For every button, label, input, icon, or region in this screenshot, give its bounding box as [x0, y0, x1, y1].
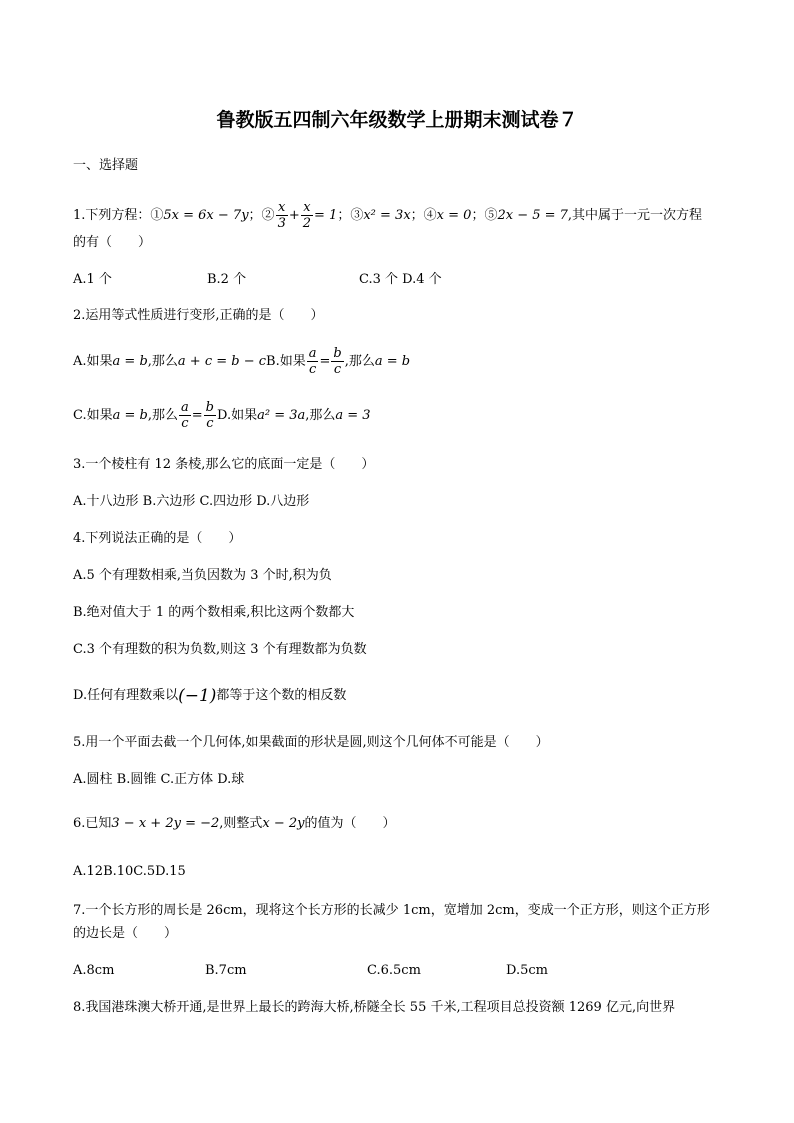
- question-4-option-a: A.5 个有理数相乘,当负因数为 3 个时,积为负: [73, 568, 332, 583]
- question-8-stem: 8.我国港珠澳大桥开通,是世界上最长的跨海大桥,桥隧全长 55 千米,工程项目总投资额 1269 亿元,向世界: [73, 1000, 676, 1015]
- question-6-options: A.12B.10C.5D.15: [73, 864, 186, 879]
- option-c: C.6.5cm: [367, 963, 421, 978]
- option-a: A.8cm: [73, 963, 115, 978]
- question-1-stem: 1.下列方程：①5x = 6x − 7y；② $\frac{x}{3}$ + $\frac{x}{2}$ = 1；③x² = 3x；④x = 0；⑤2x − 5 = 7,其中属于一元一次方程: [73, 200, 703, 231]
- question-2-stem: 2.运用等式性质进行变形,正确的是（ ）: [73, 308, 324, 323]
- section-heading: 一、选择题: [73, 158, 139, 173]
- equation-4: x = 0: [436, 208, 472, 223]
- option-cd: C.3 个 D.4 个: [359, 272, 442, 287]
- question-2-options-cd: C.如果a = b,那么 $\frac{a}{c}$ = $\frac{b}{c}$ D.如果a² = 3a,那么a = 3: [73, 400, 371, 431]
- question-4-option-b: B.绝对值大于 1 的两个数相乘,积比这两个数都大: [73, 605, 355, 620]
- question-5-options: A.圆柱 B.圆锥 C.正方体 D.球: [73, 772, 245, 787]
- question-1-stem-cont: 的有（ ）: [73, 235, 152, 250]
- question-3-stem: 3.一个棱柱有 12 条棱,那么它的底面一定是（ ）: [73, 457, 375, 472]
- fraction-b-over-c: $\frac{b}{c}$: [333, 346, 342, 377]
- option-b: B.2 个: [207, 272, 247, 287]
- fraction-a-over-c-2: $\frac{a}{c}$: [181, 400, 189, 431]
- question-7-options: [73, 962, 723, 980]
- question-4-option-c: C.3 个有理数的积为负数,则这 3 个有理数都为负数: [73, 642, 367, 657]
- option-d: D.5cm: [506, 963, 548, 978]
- fraction-x-over-3: $\frac{x}{3}$: [277, 200, 286, 231]
- page-title: 鲁教版五四制六年级数学上册期末测试卷７: [216, 109, 578, 131]
- equation-3: x² = 3x: [363, 208, 411, 223]
- equation-5: 2x − 5 = 7: [497, 208, 568, 223]
- question-7-stem-cont: 的边长是（ ）: [73, 926, 178, 941]
- question-5-stem: 5.用一个平面去截一个几何体,如果截面的形状是圆,则这个几何体不可能是（ ）: [73, 735, 549, 750]
- question-4-option-d: D.任何有理数乘以(−1)都等于这个数的相反数: [73, 686, 347, 706]
- fraction-x-over-2: $\frac{x}{2}$: [302, 200, 312, 231]
- question-7-stem: 7.一个长方形的周长是 26cm，现将这个长方形的长减少 1cm，宽增加 2cm，变成一个正方形，则这个正方形: [73, 903, 710, 918]
- question-4-stem: 4.下列说法正确的是（ ）: [73, 531, 242, 546]
- question-1-options: [73, 271, 723, 289]
- option-b: B.7cm: [205, 963, 247, 978]
- question-3-options: A.十八边形 B.六边形 C.四边形 D.八边形: [73, 494, 310, 509]
- question-6-stem: 6.已知3 − x + 2y = −2,则整式x − 2y的值为（ ）: [73, 816, 396, 831]
- fraction-a-over-c: $\frac{a}{c}$: [308, 346, 317, 377]
- fraction-b-over-c-2: $\frac{b}{c}$: [205, 400, 214, 431]
- equation-1: 5x = 6x − 7y: [163, 208, 249, 223]
- question-2-options-ab: A.如果a = b,那么a + c = b − cB.如果 $\frac{a}{c}$ = $\frac{b}{c}$ ,那么a = b: [73, 346, 411, 377]
- option-a: A.1 个: [73, 272, 112, 287]
